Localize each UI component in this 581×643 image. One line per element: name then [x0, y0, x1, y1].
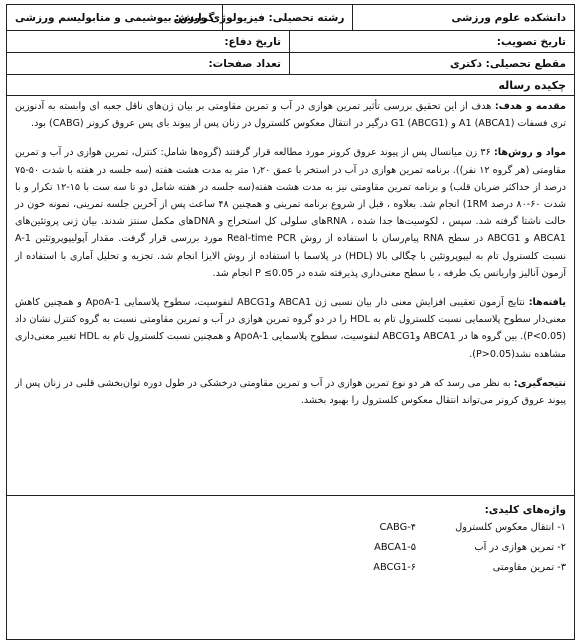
intro-label: مقدمه و هدف:: [494, 101, 566, 112]
abstract-body: [7, 96, 574, 496]
header-row-2: [7, 31, 574, 53]
methods-paragraph: [15, 144, 566, 282]
conclusion-label: نتیجه‌گیری:: [513, 377, 566, 389]
keyword-item: CABG-۴: [379, 522, 416, 533]
results-text: نتایج آزمون تعقیبی افزایش معنی دار بیان نسبی ژن ABCA1 وABCG1 لنفوسیت، سطوح پلاسمایی ApoA-1 و همچنین کاهش معنی‌دار سطوح پلاسمایی نسبت کلسترول تام به HDL را در دو گروه تمرین هوازی در آب و تمرین مقاومتی نسبت به گروه کنترل نشان داد (P<0.05). بین گروه ها در ABCA1 وABCG1 لنفوسیت، سطوح پلاسمایی ApoA-1 و همچنین نسبت کلسترول تام به HDL تغییر معنی‌داری مشاهده نشد(P>0.05).: [15, 297, 567, 360]
university-cell: دانشکده علوم ورزشی: [451, 11, 566, 24]
degree-cell: مقطع تحصیلی: دکتری: [450, 57, 566, 70]
field-cell: رشته تحصیلی: فیزیولوژی ورزش: [223, 5, 353, 30]
conclusion-paragraph: [15, 375, 566, 409]
pages-cell: تعداد صفحات:: [7, 53, 290, 74]
results-label: یافته‌ها:: [528, 297, 566, 309]
specialization-cell: گرایش: بیوشیمی و متابولیسم ورزشی: [7, 5, 223, 30]
conclusion-text: به نظر می رسد که هر دو نوع تمرین هوازی در آب و تمرین مقاومتی درخشکی در طول دوره توان‌بخشی قلبی در زنان پس از پیوند عروق کرونر می‌تواند انتقال معکوس کلسترول را بهبود بخشد.: [15, 377, 566, 407]
keyword-item: ۳- تمرین مقاومتی: [492, 562, 566, 573]
approval-date-cell: تاریخ تصویب:: [496, 35, 566, 48]
keywords-list: [15, 520, 566, 576]
intro-paragraph: [15, 98, 566, 132]
keyword-item: ABCA1-۵: [374, 542, 416, 553]
defense-date-cell: تاریخ دفاع:: [7, 31, 290, 52]
header-row-1: [7, 5, 574, 31]
results-paragraph: [15, 294, 566, 363]
keywords-section: [7, 496, 574, 576]
keyword-item: ۱- انتقال معکوس کلسترول: [455, 522, 566, 533]
abstract-title: چکیده رساله: [7, 75, 574, 96]
keywords-title: واژه‌های کلیدی:: [484, 504, 566, 516]
methods-text: ۳۶ زن میانسال پس از پیوند عروق کرونر مورد مطالعه قرار گرفتند (گروه‌ها شامل: کنترل، تمرین هوازی در آب و تمرین مقاومتی (هر گروه ۱۲ نفر)). برنامه تمرین هوازی در آب در استخر با عمق ۱٫۲۰ متر به مدت هشت هفته (سه جلسه در هفته با شدت ۵۰-۷۵ درصد از حداکثر ضربان قلب) و برنامه تمرین مقاومتی نیز به مدت هشت هفته(سه جلسه در هفته شامل دو تا سه ست با ۱۵-۱۲ تکرار و با شدت ۶۰-۸۰ درصد 1RM) انجام شد. بعلاوه ، قبل از شروع برنامه تمرینی و همچنین ۴۸ ساعت پس از آخرین جلسه تمرینی، نمونه خون در حالت ناشتا گرفته شد. سپس ، لکوسیت‌ها جدا شده ، RNAهای سلولی کل استخراج و DNAهای مکمل سنتز شدند. بیان ژنی پروتئین‌های ABCA1 و ABCG1 در سطح RNA پیام‌رسان با استفاده از روش Real-time PCR مورد بررسی قرار گرفت. مقدار آپولیپوپروتئین A-1 نسبت کلسترول تام به لیپوپروتئین با چگالی بالا (HDL) در پلاسما با استفاده از روش الایزا انجام شد. تجزیه و تحلیل آماری با استفاده از آزمون آنالیز واریانس یک طرفه ، با سطح معنی‌داری پذیرفته شده در P ≤0.05 انجام شد.: [15, 147, 567, 279]
header-row-3: [7, 53, 574, 75]
methods-label: مواد و روش‌ها:: [493, 147, 566, 159]
thesis-abstract-form: [6, 4, 575, 640]
keyword-item: ABCG1-۶: [373, 562, 416, 573]
keyword-item: ۲- تمرین هوازی در آب: [474, 542, 566, 553]
intro-text: هدف از این تحقیق بررسی تأثیر تمرین هوازی در آب و تمرین مقاومتی بر بیان ژن‌های ناقل جعبه ای وابسته به آدنوزین تری فسفات A1 (ABCA1) و G1 (ABCG1) درگیر در انتقال معکوس کلسترول در زنان پس از پیوند بای پس عروق کرونر (CABG) بود.: [15, 101, 566, 130]
